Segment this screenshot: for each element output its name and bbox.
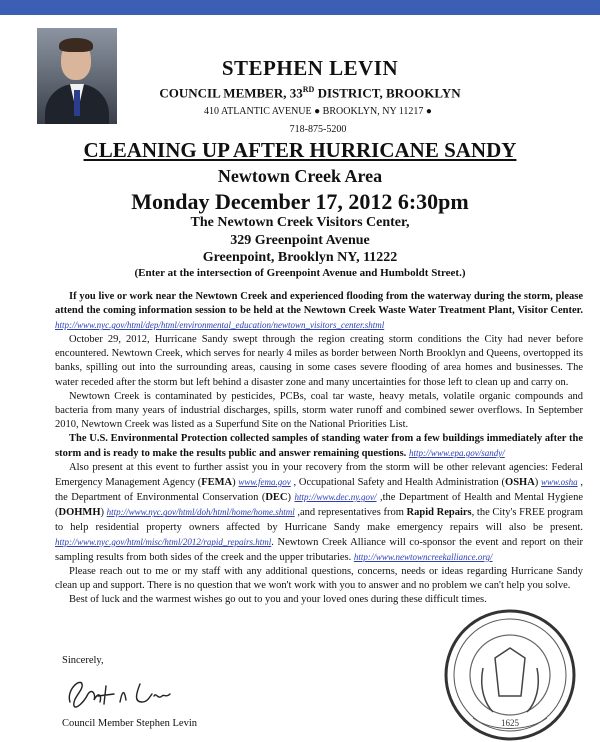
rapid-repairs-link[interactable]: http://www.nyc.gov/html/misc/html/2012/rapid_repairs.html [55,536,272,547]
paragraph-agencies: Also present at this event to further assist you in your recovery from the storm will be other relevant agencies: Federal Emergency Management Agency (FEMA) www.fema.gov , Occupational Safety and Health Administration (OSHA) www.osha , the Department of Environmental Conservation (DEC) http://www.dec.ny.gov/ ,the Department of Health and Mental Hygiene (DOHMH) http://www.nyc.gov/html/doh/html/home/home.shtml ,and representatives from Rapid Repairs, the City's FREE program to help residential property owners affected by Hurricane Sandy make emergency repairs will also be present. http://www.nyc.gov/html/misc/html/2012/rapid_repairs.html. Newtown Creek Alliance will co-sponsor the event and report on their sampling results from both sides of the creek and the upper tributaries. http://www.newtowncreekalliance.org/ [55,462,584,563]
nyc-seal-image [443,608,577,742]
event-area: Newtown Creek Area [217,166,383,186]
venue-directions: (Enter at the intersection of Greenpoint Avenue and Humboldt Street.) [134,267,466,279]
venue-name: The Newtown Creek Visitors Center, [190,215,410,230]
member-title: COUNCIL MEMBER, 33RD DISTRICT, BROOKLYN [159,85,461,101]
signer-name: Council Member Stephen Levin [62,718,198,729]
paragraph-contamination: Newtown Creek is contaminated by pesticides, PCBs, coal tar waste, heavy metals, volatile organic compounds and bacteria from many years of industrial discharges, spills, storm water runoff and combined sewer overflows. In September 2010, Newtown Creek was listed as a Superfund Site on the National Priorities List. [55,390,583,430]
seal-year: 1625 [501,718,519,728]
letter-body [55,290,583,607]
office-phone: 718-875-5200 [289,124,347,135]
epa-link[interactable]: http://www.epa.gov/sandy/ [408,448,505,459]
dohmh-link[interactable]: http://www.nyc.gov/html/doh/html/home/home.shtml [106,507,295,518]
dec-link[interactable]: http://www.dec.ny.gov/ [294,492,377,503]
visitor-center-link[interactable]: http://www.nyc.gov/html/dep/html/environmental_education/newtown_visitors_center.shtml [55,320,385,331]
venue-street: 329 Greenpoint Avenue [230,233,370,248]
osha-link[interactable]: www.osha [541,477,578,488]
office-address: 410 ATLANTIC AVENUE ● BROOKLYN, NY 11217 ● [204,106,432,117]
fema-link[interactable]: www.fema.gov [238,477,291,488]
paragraph-storm: October 29, 2012, Hurricane Sandy swept through the region creating storm conditions the City had never before encountered. Newtown Creek, which serves for nearly 4 miles as border between North Brooklyn and Queens, overtopped its banks, spilling out into the surrounding areas, causing in some cases severe flooding of area homes and businesses. The water receded after the storm but left behind a disaster zone and many uncertainties for those left to clean up and carry on. [55,334,583,388]
event-datetime: Monday December 17, 2012 6:30pm [131,189,469,214]
top-accent-bar [0,0,600,15]
newtown-creek-alliance-link[interactable]: http://www.newtowncreekalliance.org/ [353,551,493,562]
member-name: STEPHEN LEVIN [221,56,399,80]
paragraph-best-wishes: Best of luck and the warmest wishes go out to you and your loved ones during these difficult times. [69,593,487,605]
venue-city: Greenpoint, Brooklyn NY, 11222 [202,250,398,265]
signature-image [62,672,177,712]
closing-salutation: Sincerely, [62,655,104,666]
paragraph-epa: The U.S. Environmental Protection collected samples of standing water from a few buildings immediately after the storm and is ready to make the results public and answer remaining questions. http://www.epa.gov/sandy/ [55,432,583,460]
paragraph-reach-out: Please reach out to me or my staff with any additional questions, concerns, needs or ideas regarding Hurricane Sandy clean up and support. There is no question that we won't work with you to answer and no problem we can't help you solve. [55,565,583,591]
paragraph-intro: If you live or work near the Newtown Creek and experienced flooding from the waterway during the storm, please attend the coming information session to be held at the Newtown Creek Waste Water Treatment Plant, Visitor Center. http://www.nyc.gov/html/dep/html/environmental_education/newtown_visitors_center.shtml [55,291,583,331]
event-headline: CLEANING UP AFTER HURRICANE SANDY [83,138,517,162]
